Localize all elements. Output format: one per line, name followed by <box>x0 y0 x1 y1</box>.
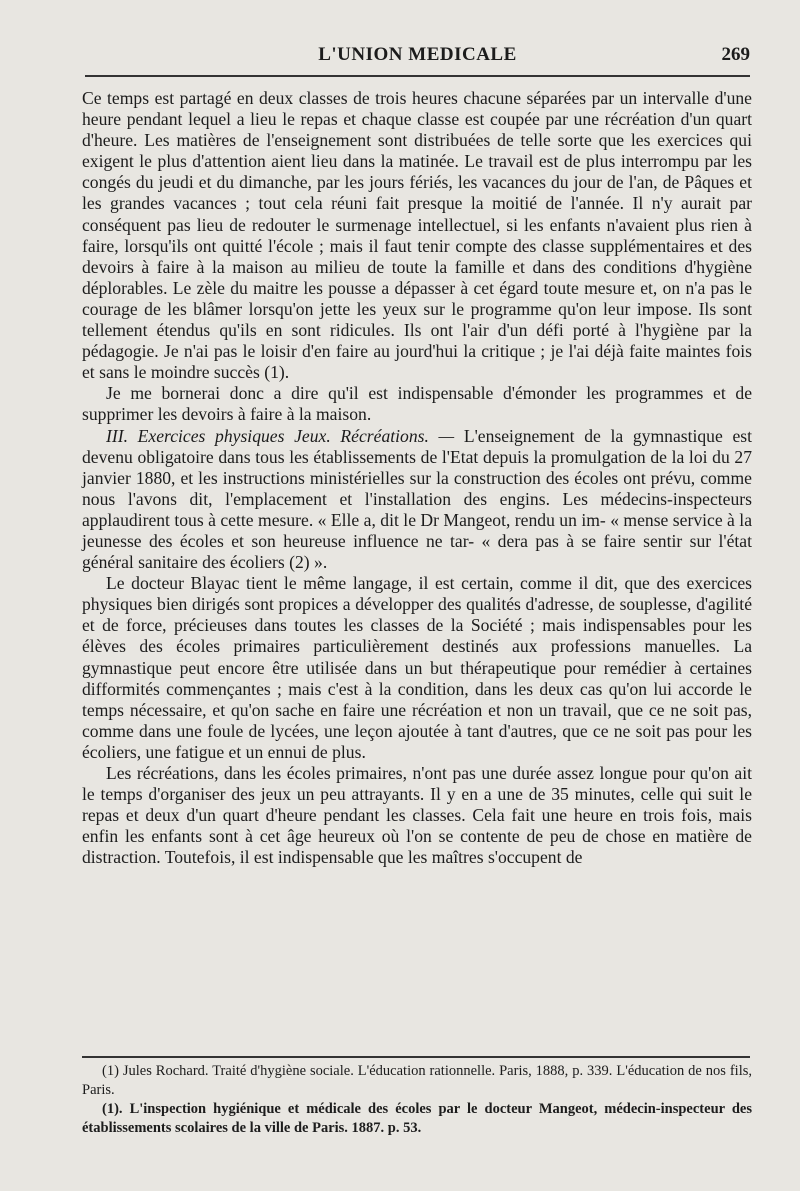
paragraph: Le docteur Blayac tient le même langage, il est certain, comme il dit, que des exercices physiques bien dirigés sont propices a développer des qualités d'adresse, de souplesse, d'agilité et de force, précieuses dans toutes les classes de la Société ; mais indispensables pour les élèves des écoles primaires particulièrement destinés aux professions manuelles. La gymnastique peut encore être utilisée dans un but thérapeutique pour remédier à certaines difformités commençantes ; mais c'est à la condition, dans les deux cas qu'on lui accorde le temps nécessaire, et qu'on sache en faire une récréation et non un travail, que ce ne soit pas, comme dans une foule de lycées, une leçon ajoutée à tant d'autres, que ce ne soit pas pour les écoliers, une fatigue et un ennui de plus. <box>82 573 752 762</box>
paragraph-text: L'enseignement de la gymnastique est devenu obligatoire dans tous les établissements de l'Etat depuis la promulgation de la loi du 27 janvier 1880, et les instructions ministérielles sur la construction des écoles ont prévu, comme nous l'avons dit, l'emplacement et l'installation des engins. Les médecins-inspecteurs applaudirent tous à cette mesure. « Elle a, dit le Dr Mangeot, rendu un im- « mense service à la jeunesse des écoles et son heureuse influence ne tar- « dera pas à se faire sentir sur l'état général sanitaire des écoliers (2) ». <box>82 425 752 573</box>
section-heading: III. Exercices physiques Jeux. Récréations. — <box>106 425 455 446</box>
page-number: 269 <box>721 44 750 65</box>
journal-title: L'UNION MEDICALE <box>318 44 517 65</box>
running-header <box>85 44 750 74</box>
paragraph: Je me bornerai donc a dire qu'il est indispensable d'émonder les programmes et de supprimer les devoirs à faire à la maison. <box>82 383 752 425</box>
body-text <box>82 88 752 868</box>
footnote-rule <box>82 1056 750 1058</box>
footnote: (1) Jules Rochard. Traité d'hygiène sociale. L'éducation rationnelle. Paris, 1888, p. 339. L'éducation de nos fils, Paris. <box>82 1063 752 1098</box>
paragraph: Les récréations, dans les écoles primaires, n'ont pas une durée assez longue pour qu'on ait le temps d'organiser des jeux un peu attrayants. Il y en a une de 35 minutes, celle qui suit le repas et deux d'un quart d'heure pendant les classes. Cela fait une heure en trois fois, mais enfin les enfants sont à cet âge heureux où l'on se contente de peu de chose en matière de distraction. Toutefois, il est indispensable que les maîtres s'occupent de <box>82 763 752 868</box>
footnotes <box>82 1062 752 1138</box>
paragraph: Ce temps est partagé en deux classes de trois heures chacune séparées par un intervalle d'une heure pendant lequel a lieu le repas et chaque classe est coupée par une récréation d'un quart d'heure. Les matières de l'enseignement sont distribuées de telle sorte que les exercices qui exigent le plus d'attention aient lieu dans la matinée. Le travail est de plus interrompu par les congés du jeudi et du dimanche, par les jours fériés, les vacances du jour de l'an, de Pâques et les grandes vacances ; tout cela réuni fait presque la moitié de l'année. Il n'y aurait par conséquent pas lieu de redouter le surmenage intellectuel, si les enfants n'avaient plus rien à faire, lorsqu'ils ont quitté l'école ; mais il faut tenir compte des classe supplémentaires et des devoirs à faire à la maison au milieu de toute la famille et dans des conditions d'hygiène déplorables. Le zèle du maitre les pousse a dépasser à cet égard toute mesure et, on n'a pas le courage de les blâmer lorsqu'on jette les yeux sur le programme qu'on leur impose. Ils sont tellement étendus qu'ils en sont ridicules. Ils ont l'air d'un défi porté à l'hygiène par la pédagogie. Je n'ai pas le loisir d'en faire au jourd'hui la critique ; je l'ai déjà faite maintes fois et sans le moindre succès (1). <box>82 88 752 383</box>
paragraph <box>82 426 752 574</box>
footnote: (1). L'inspection hygiénique et médicale des écoles par le docteur Mangeot, médecin-inspecteur des établissements scolaires de la ville de Paris. 1887. p. 53. <box>82 1101 752 1136</box>
header-rule <box>85 75 750 77</box>
